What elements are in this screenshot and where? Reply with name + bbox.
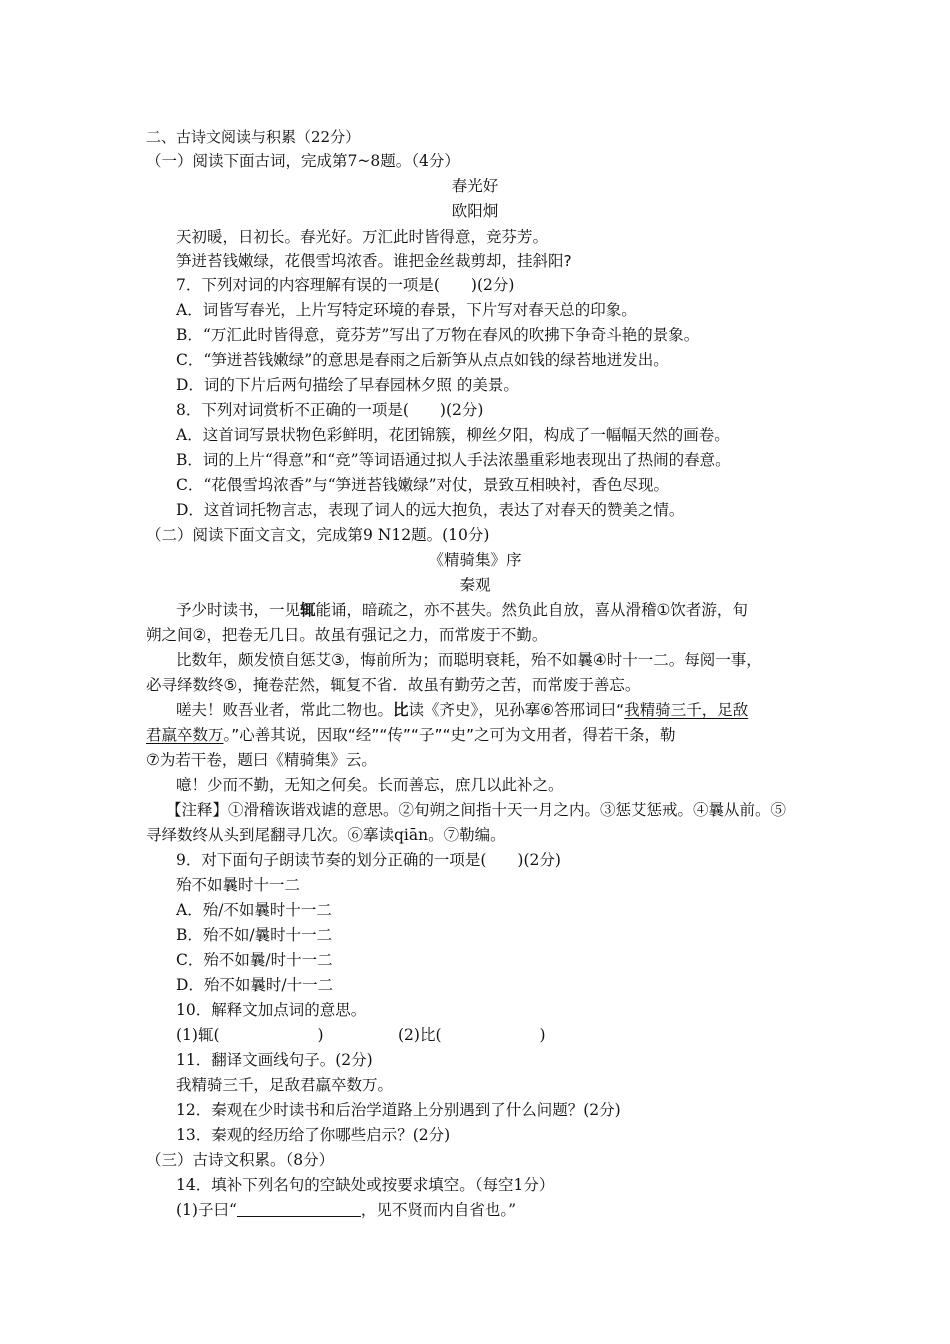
- q10-item-2-close: ): [539, 1026, 546, 1044]
- paragraph-3-line-2-text: 。”心善其说，因取“经”“传”“子”“史”之可为文用者，得若干条，勒: [223, 726, 676, 744]
- dotted-word-zhe: 辄: [300, 601, 316, 619]
- text-author: 秦观: [459, 576, 491, 594]
- question-7: 7．下列对词的内容理解有误的一项是( )(2分): [176, 276, 515, 294]
- question-8: 8．下列对词赏析不正确的一项是( )(2分): [176, 401, 484, 419]
- paragraph-1-line-1: [176, 599, 748, 621]
- part1-intro: （一）阅读下面古词，完成第7~8题。（4分）: [146, 152, 460, 170]
- q10-item-1: [176, 1024, 324, 1046]
- question-14: 14．填补下列名句的空缺处或按要求填空。（每空1分）: [176, 1176, 555, 1194]
- q10-item-2: [398, 1024, 546, 1046]
- section-title: 二、古诗文阅读与积累（22分）: [146, 128, 361, 146]
- q8-option-b: B．词的上片“得意”和“竞”等词语通过拟人手法浓墨重彩地表现出了热闹的春意。: [176, 451, 731, 469]
- question-12: 12．秦观在少时读书和后治学道路上分别遇到了什么问题？(2分): [176, 1101, 621, 1119]
- question-9: 9．对下面句子朗读节奏的划分正确的一项是( )(2分): [176, 851, 561, 869]
- paragraph-3-line-1: [176, 699, 748, 721]
- paragraph-2-line-1: 比数年，颇发愤自惩艾③，悔前所为；而聪明衰耗，殆不如曩④时十一二。每阅一事，: [176, 651, 762, 669]
- q8-option-c: C．“花偎雪坞浓香”与“笋迸苔钱嫩绿”对仗，景致互相映衬，香色尽现。: [176, 476, 670, 494]
- q7-option-d: D．词的下片后两句描绘了早春园林夕照 的美景。: [176, 376, 519, 394]
- paragraph-3-text-cont: 读《齐史》，见孙搴⑥答邢词曰“: [408, 701, 625, 719]
- q9-sentence: 殆不如曩时十一二: [176, 876, 301, 894]
- paragraph-3-line-2: [146, 724, 676, 746]
- q14-item-1-label: (1)子曰“: [176, 1201, 237, 1219]
- q14-item-1-text: ，见不贤而内自省也。”: [360, 1201, 517, 1219]
- paragraph-1-text-cont: 能诵，暗疏之，亦不甚失。然负此自放，喜从滑稽①饮者游，旬: [315, 601, 748, 619]
- poem-title: 春光好: [451, 177, 499, 195]
- paragraph-3-line-3: ⑦为若干卷，题曰《精骑集》云。: [146, 751, 377, 769]
- q9-option-b: B．殆不如/曩时十一二: [176, 926, 333, 944]
- dotted-word-bi: 比: [393, 701, 409, 719]
- part2-intro: （二）阅读下面文言文，完成第9 N12题。(10分): [146, 526, 490, 544]
- q14-item-1-blank[interactable]: [237, 1200, 361, 1217]
- paragraph-1-text: 予少时读书，一见: [176, 601, 301, 619]
- q9-option-d: D．殆不如曩时/十一二: [176, 976, 334, 994]
- q7-option-b: B．“万汇此时皆得意，竟芬芳”写出了万物在春风的吹拂下争奇斗艳的景象。: [176, 326, 700, 344]
- paragraph-3-text: 嗟夫！败吾业者，常此二物也。: [176, 701, 394, 719]
- underlined-sentence-part-2: 君羸卒数万: [146, 726, 224, 744]
- text-title: 《精骑集》序: [428, 551, 522, 569]
- paragraph-4: 噫！少而不勤，无知之何矣。长而善忘，庶几以此补之。: [176, 776, 564, 794]
- q14-item-1: [176, 1199, 516, 1221]
- notes-line-1: 【注释】①滑稽诙谐戏谑的意思。②旬朔之间指十天一月之内。③惩艾惩戒。④曩从前。⑤: [166, 801, 787, 819]
- underlined-sentence-part-1: 我精骑三千，足敌: [624, 701, 749, 719]
- q10-item-2-label: (2)比(: [398, 1026, 442, 1044]
- poem-line-2: 笋迸苔钱嫩绿，花偎雪坞浓香。谁把金丝裁剪却，挂斜阳?: [176, 252, 572, 270]
- question-13: 13．秦观的经历给了你哪些启示？(2分): [176, 1126, 451, 1144]
- paragraph-1-line-2: 朔之间②，把卷无几日。故虽有强记之力，而常废于不勤。: [146, 626, 548, 644]
- question-10: 10．解释文加点词的意思。: [176, 1001, 367, 1019]
- q7-option-c: C．“笋迸苔钱嫩绿”的意思是春雨之后新笋从点点如钱的绿苔地迸发出。: [176, 351, 669, 369]
- part3-intro: （三）古诗文积累。（8分）: [146, 1151, 335, 1169]
- q11-sentence: 我精骑三千，足敌君羸卒数万。: [176, 1076, 394, 1094]
- q9-option-a: A．殆/不如曩时十一二: [176, 901, 332, 919]
- question-11: 11．翻译文画线句子。(2分): [176, 1051, 373, 1069]
- q7-option-a: A．词皆写春光，上片写特定环境的春景，下片写对春天总的印象。: [176, 301, 637, 319]
- q9-option-c: C．殆不如曩/时十一二: [176, 951, 333, 969]
- poem-author: 欧阳炯: [451, 202, 499, 220]
- q10-item-1-label: (1)辄(: [176, 1026, 220, 1044]
- q10-item-1-close: ): [317, 1026, 324, 1044]
- paragraph-2-line-2: 必寻绎数终⑤，掩卷茫然，辄复不省．故虽有勤劳之苦，而常废于善忘。: [146, 676, 641, 694]
- poem-line-1: 天初暖，日初长。春光好。万汇此时皆得意，竞芬芳。: [176, 228, 549, 246]
- q8-option-d: D．这首词托物言志，表现了词人的远大抱负，表达了对春天的赞美之情。: [176, 501, 685, 519]
- notes-line-2: 寻绎数终从头到尾翻寻几次。⑥搴读qiān。⑦勒编。: [146, 826, 506, 844]
- q8-option-a: A．这首词写景状物色彩鲜明，花团锦簇，柳丝夕阳，构成了一幅幅天然的画卷。: [176, 426, 730, 444]
